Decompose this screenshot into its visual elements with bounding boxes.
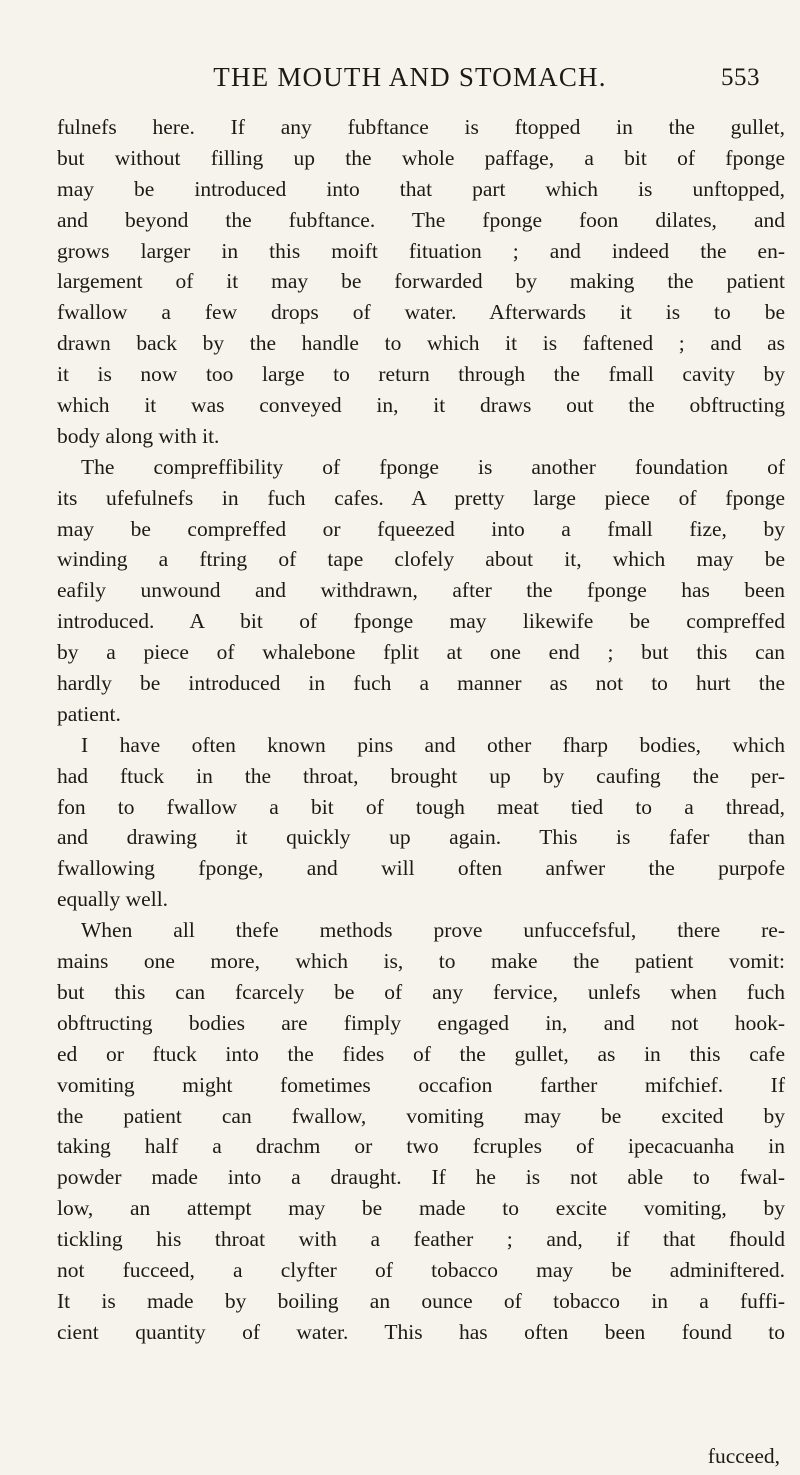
catchword: fucceed, — [707, 1444, 780, 1468]
text-line: and beyond the fubftance. The fponge foon dilates, and — [57, 207, 785, 232]
text-line: patient. — [57, 701, 121, 726]
text-line: by a piece of whalebone fplit at one end ; but this can — [57, 640, 785, 665]
text-line: body along with it. — [57, 423, 220, 448]
text-line: powder made into a draught. If he is not able to fwal- — [57, 1165, 785, 1190]
text-line: drawn back by the handle to which it is faftened ; and as — [57, 331, 785, 356]
text-line: fwallowing fponge, and will often anfwer the purpofe — [57, 856, 785, 881]
text-line: may be introduced into that part which is unftopped, — [57, 176, 785, 201]
text-line: It is made by boiling an ounce of tobacco in a fuffi- — [57, 1288, 785, 1313]
text-line: its ufefulnefs in fuch cafes. A pretty large piece of fponge — [57, 485, 785, 510]
text-line: mains one more, which is, to make the patient vomit: — [57, 949, 785, 974]
text-line: winding a ftring of tape clofely about it, which may be — [57, 547, 785, 572]
text-line: introduced. A bit of fponge may likewife be compreffed — [57, 609, 785, 634]
text-line: cient quantity of water. This has often been found to — [57, 1319, 785, 1344]
text-line: not fucceed, a clyfter of tobacco may be adminiftered. — [57, 1257, 785, 1282]
text-line: hardly be introduced in fuch a manner as not to hurt the — [57, 671, 785, 696]
text-line: vomiting might fometimes occafion farther mifchief. If — [57, 1072, 785, 1097]
text-line: eafily unwound and withdrawn, after the fponge has been — [57, 578, 785, 603]
text-line: grows larger in this moift fituation ; and indeed the en- — [57, 238, 785, 263]
running-head-title: THE MOUTH AND STOMACH. — [213, 62, 607, 92]
text-line: and drawing it quickly up again. This is fafer than — [57, 825, 785, 850]
text-line: largement of it may be forwarded by making the patient — [57, 269, 785, 294]
body-text — [57, 112, 785, 1348]
text-line: fon to fwallow a bit of tough meat tied to a thread, — [57, 794, 785, 819]
text-line: The compreffibility of fponge is another foundation of — [81, 454, 785, 479]
text-line: I have often known pins and other fharp bodies, which — [81, 732, 785, 757]
text-line: fwallow a few drops of water. Afterwards it is to be — [57, 300, 785, 325]
text-line: taking half a drachm or two fcruples of ipecacuanha in — [57, 1134, 785, 1159]
text-line: obftructing bodies are fimply engaged in, and not hook- — [57, 1010, 785, 1035]
text-line: may be compreffed or fqueezed into a fmall fize, by — [57, 516, 785, 541]
text-line: tickling his throat with a feather ; and, if that fhould — [57, 1227, 785, 1252]
text-line: had ftuck in the throat, brought up by caufing the per- — [57, 763, 785, 788]
text-line: but without filling up the whole paffage, a bit of fponge — [57, 145, 785, 170]
text-line: ed or ftuck into the fides of the gullet, as in this cafe — [57, 1041, 785, 1066]
text-line: low, an attempt may be made to excite vomiting, by — [57, 1196, 785, 1221]
text-line: equally well. — [57, 887, 169, 912]
running-head — [60, 62, 760, 102]
text-line: but this can fcarcely be of any fervice, unlefs when fuch — [57, 979, 785, 1004]
text-line: which it was conveyed in, it draws out the obftructing — [57, 393, 785, 418]
text-line: When all thefe methods prove unfuccefsful, there re- — [81, 918, 785, 943]
text-line: the patient can fwallow, vomiting may be excited by — [57, 1103, 785, 1128]
text-line: fulnefs here. If any fubftance is ftopped in the gullet, — [57, 115, 785, 139]
text-line: it is now too large to return through the fmall cavity by — [57, 362, 785, 387]
page-number: 553 — [721, 64, 760, 91]
